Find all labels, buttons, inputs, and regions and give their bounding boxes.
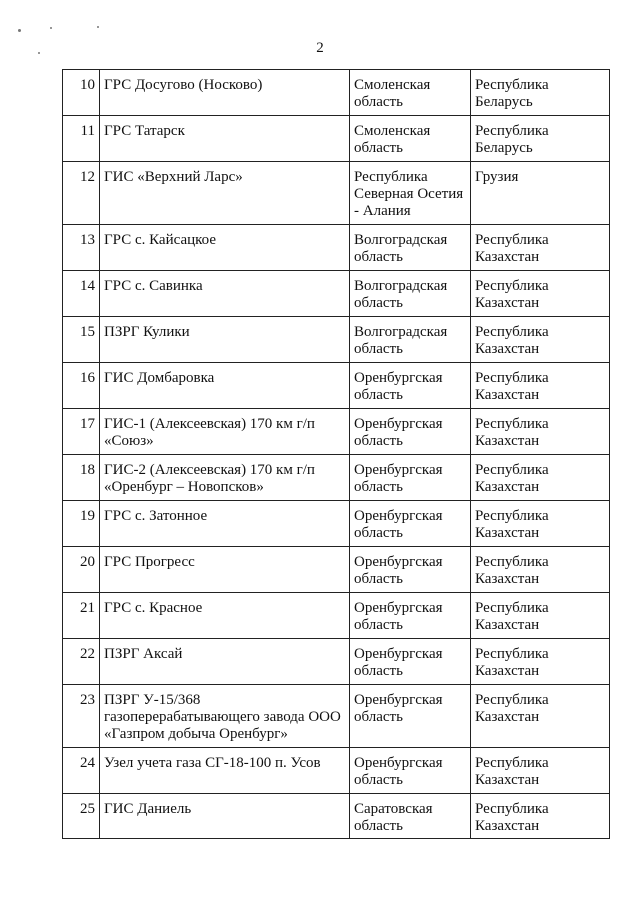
region-cell: Смоленская область [350, 70, 471, 116]
table-row [63, 225, 610, 271]
region-cell: Республика Северная Осетия - Алания [350, 162, 471, 225]
station-name-cell: ПЗРГ Кулики [100, 317, 350, 363]
table-row [63, 116, 610, 162]
country-cell: Республика Казахстан [471, 409, 610, 455]
region-cell: Оренбургская область [350, 409, 471, 455]
table-row [63, 794, 610, 839]
region-cell: Оренбургская область [350, 547, 471, 593]
row-number-cell: 14 [63, 271, 100, 317]
row-number-cell: 18 [63, 455, 100, 501]
row-number-cell: 24 [63, 748, 100, 794]
gas-stations-table [62, 69, 610, 839]
station-name-cell: ГРС с. Затонное [100, 501, 350, 547]
station-name-cell: Узел учета газа СГ-18-100 п. Усов [100, 748, 350, 794]
table-row [63, 70, 610, 116]
region-cell: Оренбургская область [350, 593, 471, 639]
region-cell: Оренбургская область [350, 455, 471, 501]
row-number-cell: 25 [63, 794, 100, 839]
table-row [63, 547, 610, 593]
station-name-cell: ГИС-1 (Алексеевская) 170 км г/п «Союз» [100, 409, 350, 455]
table-row [63, 748, 610, 794]
row-number-cell: 22 [63, 639, 100, 685]
table-row [63, 409, 610, 455]
country-cell: Республика Казахстан [471, 593, 610, 639]
row-number-cell: 12 [63, 162, 100, 225]
country-cell: Республика Казахстан [471, 363, 610, 409]
station-name-cell: ГИС Домбаровка [100, 363, 350, 409]
station-name-cell: ГРС с. Кайсацкое [100, 225, 350, 271]
scan-speck [97, 26, 99, 28]
station-name-cell: ГРС Досугово (Носково) [100, 70, 350, 116]
table-row [63, 317, 610, 363]
country-cell: Республика Казахстан [471, 547, 610, 593]
table-row [63, 685, 610, 748]
country-cell: Республика Казахстан [471, 639, 610, 685]
country-cell: Республика Казахстан [471, 501, 610, 547]
country-cell: Республика Казахстан [471, 794, 610, 839]
row-number-cell: 16 [63, 363, 100, 409]
table-row [63, 639, 610, 685]
table-row [63, 593, 610, 639]
station-name-cell: ГИС «Верхний Ларс» [100, 162, 350, 225]
country-cell: Республика Беларусь [471, 70, 610, 116]
station-name-cell: ГИС-2 (Алексеевская) 170 км г/п «Оренбург – Новопсков» [100, 455, 350, 501]
table-row [63, 363, 610, 409]
station-name-cell: ГИС Даниель [100, 794, 350, 839]
station-name-cell: ПЗРГ У-15/368 газоперерабатывающего завода ООО «Газпром добыча Оренбург» [100, 685, 350, 748]
region-cell: Саратовская область [350, 794, 471, 839]
row-number-cell: 23 [63, 685, 100, 748]
row-number-cell: 15 [63, 317, 100, 363]
country-cell: Республика Казахстан [471, 225, 610, 271]
station-name-cell: ГРС с. Красное [100, 593, 350, 639]
scan-speck [18, 29, 21, 32]
table-row [63, 271, 610, 317]
row-number-cell: 13 [63, 225, 100, 271]
region-cell: Смоленская область [350, 116, 471, 162]
table-row [63, 455, 610, 501]
station-name-cell: ГРС с. Савинка [100, 271, 350, 317]
station-name-cell: ГРС Прогресс [100, 547, 350, 593]
row-number-cell: 10 [63, 70, 100, 116]
row-number-cell: 17 [63, 409, 100, 455]
country-cell: Грузия [471, 162, 610, 225]
row-number-cell: 21 [63, 593, 100, 639]
region-cell: Оренбургская область [350, 748, 471, 794]
country-cell: Республика Казахстан [471, 317, 610, 363]
table-row [63, 162, 610, 225]
table-row [63, 501, 610, 547]
table-body [63, 70, 610, 839]
country-cell: Республика Казахстан [471, 748, 610, 794]
country-cell: Республика Казахстан [471, 685, 610, 748]
region-cell: Оренбургская область [350, 639, 471, 685]
country-cell: Республика Казахстан [471, 271, 610, 317]
page-number: 2 [316, 40, 324, 56]
region-cell: Оренбургская область [350, 501, 471, 547]
row-number-cell: 11 [63, 116, 100, 162]
row-number-cell: 20 [63, 547, 100, 593]
region-cell: Оренбургская область [350, 363, 471, 409]
row-number-cell: 19 [63, 501, 100, 547]
country-cell: Республика Казахстан [471, 455, 610, 501]
country-cell: Республика Беларусь [471, 116, 610, 162]
station-name-cell: ГРС Татарск [100, 116, 350, 162]
station-name-cell: ПЗРГ Аксай [100, 639, 350, 685]
region-cell: Оренбургская область [350, 685, 471, 748]
region-cell: Волгоградская область [350, 317, 471, 363]
region-cell: Волгоградская область [350, 225, 471, 271]
scan-speck [50, 27, 52, 29]
region-cell: Волгоградская область [350, 271, 471, 317]
